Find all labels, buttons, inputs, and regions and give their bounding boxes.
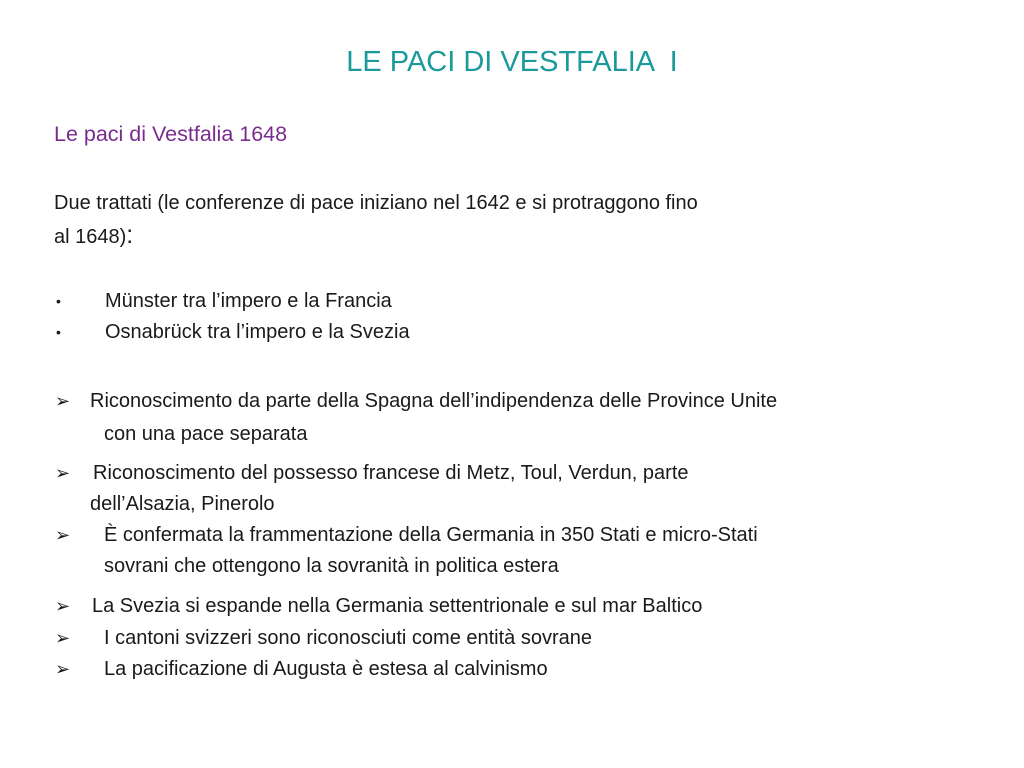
bullet-text: Münster tra l’impero e la Francia <box>105 290 392 312</box>
arrow-bullet-icon: ➢ <box>55 659 71 679</box>
arrow-bullet-icon: ➢ <box>55 463 71 483</box>
point-line-1: Riconoscimento del possesso francese di Metz, Toul, Verdun, parte <box>93 462 689 484</box>
point-line-1: La pacificazione di Augusta è estesa al calvinismo <box>104 658 548 680</box>
bullet-dot-icon: • <box>56 293 61 309</box>
bullet-text: Osnabrück tra l’impero e la Svezia <box>105 321 410 343</box>
arrow-bullet-icon: ➢ <box>55 391 71 411</box>
intro-line-1: Due trattati (le conferenze di pace iniziano nel 1642 e si protraggono fino <box>54 192 698 214</box>
arrow-bullet-icon: ➢ <box>55 525 71 545</box>
point-line-1: Riconoscimento da parte della Spagna dell’indipendenza delle Province Unite <box>90 390 778 412</box>
intro-colon: : <box>126 221 134 249</box>
point-line-1: La Svezia si espande nella Germania settentrionale e sul mar Baltico <box>92 595 703 617</box>
arrow-bullet-icon: ➢ <box>55 596 71 616</box>
point-line-1: È confermata la frammentazione della Germania in 350 Stati e micro-Stati <box>104 524 758 546</box>
point-line-1: I cantoni svizzeri sono riconosciuti come entità sovrane <box>104 627 593 649</box>
point-line-2: dell’Alsazia, Pinerolo <box>90 493 275 515</box>
slide-title: LE PACI DI VESTFALIA I <box>346 46 678 78</box>
intro-paragraph <box>54 187 954 253</box>
intro-line-2: al 1648) <box>54 226 127 248</box>
point-line-2: sovrani che ottengono la sovranità in politica estera <box>104 555 559 577</box>
bullet-dot-icon: • <box>56 324 61 340</box>
point-line-2: con una pace separata <box>104 423 308 445</box>
slide-subtitle: Le paci di Vestfalia 1648 <box>54 122 288 146</box>
arrow-bullet-icon: ➢ <box>55 628 71 648</box>
